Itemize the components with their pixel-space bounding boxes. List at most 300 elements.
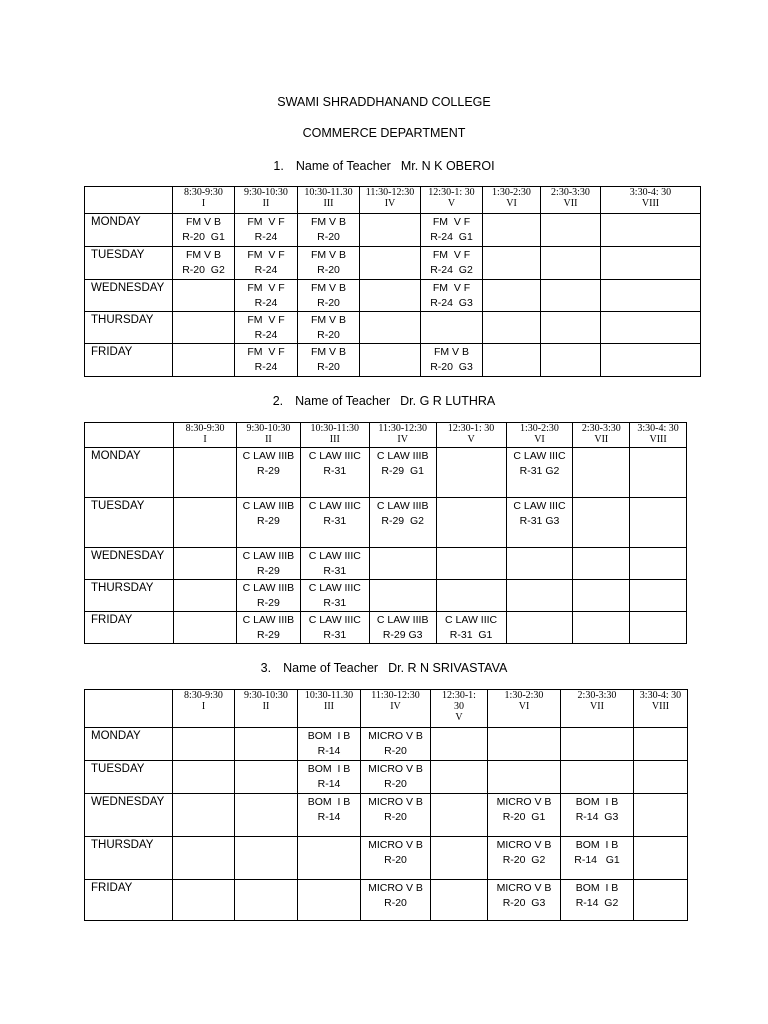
timetable-cell [483,247,541,280]
cell-line: R-29 G2 [381,515,424,527]
timetable-cell [506,498,573,548]
timetable-cell [298,214,360,247]
timetable-cell [634,728,688,761]
cell-line: FM V B [310,282,346,294]
day-label: THURSDAY [85,312,173,344]
timetable-cell [483,312,541,344]
period-header-line: 2:30-3:30 [551,187,590,198]
cell-line: FM V F [432,249,471,261]
timetable-cell [630,580,687,612]
cell-line: BOM I B [307,730,351,742]
timetable-cell [488,794,561,837]
cell-line: FM V F [247,314,285,326]
cell-line: MICRO V B [368,839,423,851]
timetable-cell [573,498,630,548]
period-header-line: 12:30-1: [442,690,476,701]
timetable-cell [573,612,630,644]
period-header-line: 12:30-1: 30 [428,187,475,198]
timetable-cell [431,761,488,794]
timetable-srivastava [84,689,688,921]
timetable-cell [369,498,436,548]
cell-line: R-24 [254,264,278,276]
corner-cell [85,187,173,214]
period-header-line: I [203,434,207,445]
timetable-cell [300,548,369,580]
period-header-line: I [201,198,206,209]
timetable-cell [634,761,688,794]
timetable-cell [361,880,431,921]
table-row [85,880,688,921]
period-header-line: 1:30-2:30 [504,690,544,701]
period-header [235,690,298,728]
cell-line: R-20 [317,297,340,309]
cell-line: MICRO V B [368,730,423,742]
cell-line: C LAW IIIB [242,582,295,594]
timetable-cell [488,880,561,921]
timetable-cell [237,498,301,548]
cell-line: FM V B [185,216,221,228]
period-header-line: III [323,198,334,209]
day-label: FRIDAY [85,344,173,377]
cell-line: R-20 [384,745,407,757]
period-header-line: 3:30-4: 30 [639,690,682,701]
timetable-cell [174,548,237,580]
timetable-cell [483,344,541,377]
timetable-cell [436,448,506,498]
timetable-cell [173,280,235,312]
cell-line: R-24 [254,297,278,309]
table-row [85,580,687,612]
period-header-line: II [265,434,272,445]
timetable-cell [237,548,301,580]
cell-line: C LAW IIIB [376,450,429,462]
period-header-line: 11:30-12:30 [371,690,420,701]
timetable-cell [298,837,361,880]
timetable-cell [436,612,506,644]
timetable-cell [298,280,360,312]
period-header-line: VII [594,434,609,445]
cell-line: R-20 [384,897,407,909]
period-header-line: 3:30-4: 30 [637,423,679,434]
timetable-cell [506,448,573,498]
corner-cell [85,423,174,448]
cell-line: FM V B [310,346,346,358]
cell-line: MICRO V B [496,796,552,808]
cell-line: R-14 [317,778,341,790]
period-header [237,423,301,448]
cell-line: FM V F [247,282,285,294]
timetable-cell [421,247,483,280]
header-row [85,690,688,728]
timetable-cell [573,448,630,498]
cell-line: C LAW IIIB [242,614,295,626]
timetable-cell [561,728,634,761]
timetable-cell [436,498,506,548]
cell-line: C LAW IIIC [445,614,498,626]
cell-line: R-14 [317,811,341,823]
timetable-cell [173,312,235,344]
cell-line: R-31 G3 [519,515,560,527]
period-header [360,187,421,214]
teacher-number: 3. [260,661,272,675]
period-header-line: 9:30-10:30 [244,187,288,198]
timetable-cell [483,280,541,312]
timetable-cell [601,344,701,377]
timetable-cell [173,247,235,280]
period-header [506,423,573,448]
cell-line: BOM I B [575,796,619,808]
timetable-cell [235,761,298,794]
timetable-cell [541,280,601,312]
period-header-line: V [455,712,463,723]
timetable-cell [173,837,235,880]
timetable-cell [561,880,634,921]
timetable-cell [235,794,298,837]
timetable-cell [541,247,601,280]
period-header-line: 1:30-2:30 [520,423,559,434]
day-label: MONDAY [85,728,173,761]
timetable-cell [561,761,634,794]
cell-line: R-29 G3 [382,629,423,641]
timetable-cell [360,247,421,280]
cell-line: R-20 [317,231,340,243]
period-header-line: III [324,701,334,712]
cell-line: MICRO V B [368,882,423,894]
timetable-cell [235,247,298,280]
timetable-cell [506,612,573,644]
timetable-cell [369,580,436,612]
table-row [85,761,688,794]
period-header-line: VIII [649,434,667,445]
period-header-line: 8:30-9:30 [184,690,223,701]
period-header-line: IV [397,434,408,445]
cell-line: R-20 [317,264,340,276]
period-header [174,423,237,448]
period-header-line: VIII [641,198,660,209]
period-header-line: IV [390,701,401,712]
timetable-cell [360,214,421,247]
timetable-cell [298,794,361,837]
cell-line: R-24 [254,361,278,373]
timetable-oberoi [84,186,701,377]
period-header-line: 11:30-12:30 [378,423,427,434]
cell-line: FM V B [310,216,346,228]
cell-line: BOM I B [307,763,351,775]
table-row [85,837,688,880]
period-header-line: VIII [651,701,670,712]
teacher-name: Dr. R N SRIVASTAVA [388,661,508,675]
timetable-cell [173,728,235,761]
timetable-cell [235,214,298,247]
timetable-cell [361,837,431,880]
cell-line: BOM I B [307,796,351,808]
cell-line: C LAW IIIC [513,500,566,512]
timetable-cell [298,728,361,761]
timetable-cell [421,312,483,344]
header-row [85,423,687,448]
day-label: TUESDAY [85,247,173,280]
department-name: COMMERCE DEPARTMENT [302,126,466,140]
table-row [85,344,701,377]
cell-line: FM V F [247,346,285,358]
period-header-line: IV [384,198,396,209]
timetable-cell [601,312,701,344]
timetable-cell [421,344,483,377]
cell-line: R-24 [254,329,278,341]
timetable-cell [421,214,483,247]
period-header-line: V [467,434,475,445]
day-label: WEDNESDAY [85,548,174,580]
timetable-cell [361,728,431,761]
cell-line: R-20 G1 [502,811,546,823]
timetable-cell [541,312,601,344]
timetable-cell [436,580,506,612]
timetable-cell [601,247,701,280]
period-header-line: 30 [454,701,464,712]
cell-line: R-29 [257,465,280,477]
teacher-name: Dr. G R LUTHRA [400,394,496,408]
timetable-luthra [84,422,687,644]
period-header [436,423,506,448]
timetable-cell [235,880,298,921]
timetable-cell [237,448,301,498]
period-header-line: 9:30-10:30 [244,690,288,701]
teacher-label: Name of Teacher [295,394,391,408]
table-row [85,448,687,498]
timetable-cell [630,548,687,580]
cell-line: R-31 [323,465,347,477]
timetable-cell [431,794,488,837]
timetable-cell [235,837,298,880]
timetable-cell [298,880,361,921]
timetable-cell [173,761,235,794]
teacher-number: 1. [273,159,284,173]
timetable-cell [431,837,488,880]
cell-line: FM V B [433,346,469,358]
timetable-cell [630,448,687,498]
cell-line: BOM I B [575,839,619,851]
day-label: MONDAY [85,214,173,247]
cell-line: C LAW IIIC [308,582,361,594]
cell-line: R-29 [257,629,280,641]
timetable-cell [361,761,431,794]
timetable-cell [369,612,436,644]
period-header-line: 2:30-3:30 [581,423,621,434]
timetable-cell [573,548,630,580]
timetable-cell [431,728,488,761]
cell-line: R-20 G2 [182,264,225,276]
cell-line: MICRO V B [496,839,552,851]
cell-line: C LAW IIIB [376,614,429,626]
timetable-cell [298,247,360,280]
period-header [601,187,701,214]
day-label: THURSDAY [85,837,173,880]
cell-line: MICRO V B [368,763,423,775]
cell-line: C LAW IIIC [513,450,566,462]
cell-line: FM V F [247,216,285,228]
timetable-cell [601,214,701,247]
timetable-cell [298,761,361,794]
corner-cell [85,690,173,728]
cell-line: R-20 [317,329,340,341]
timetable-cell [541,214,601,247]
timetable-cell [235,344,298,377]
table-row [85,312,701,344]
period-header [361,690,431,728]
period-header-line: III [329,434,340,445]
cell-line: R-24 G2 [430,264,473,276]
timetable-cell [237,580,301,612]
period-header [173,690,235,728]
day-label: TUESDAY [85,761,173,794]
table-row [85,498,687,548]
cell-line: C LAW IIIC [308,550,361,562]
cell-line: R-20 [317,361,340,373]
period-header-line: VI [506,198,517,209]
timetable-cell [369,448,436,498]
timetable-cell [369,548,436,580]
timetable-cell [300,612,369,644]
timetable-cell [235,312,298,344]
period-header [235,187,298,214]
timetable-cell [361,794,431,837]
cell-line: R-20 G3 [430,361,473,373]
teacher-name: Mr. N K OBEROI [400,159,495,173]
cell-line: R-29 [257,565,280,577]
cell-line: R-29 [257,515,280,527]
timetable-cell [360,280,421,312]
period-header-line: VII [590,701,604,712]
timetable-cell [601,280,701,312]
table-row [85,214,701,247]
period-header [561,690,634,728]
day-label: WEDNESDAY [85,280,173,312]
timetable-cell [300,448,369,498]
period-header-line: 11:30-12:30 [365,187,415,198]
timetable-cell [300,580,369,612]
period-header [630,423,687,448]
day-label: FRIDAY [85,880,173,921]
cell-line: R-31 G1 [449,629,493,641]
timetable-cell [173,344,235,377]
cell-line: R-20 G1 [182,231,225,243]
period-header [298,187,360,214]
cell-line: MICRO V B [496,882,552,894]
table-row [85,728,688,761]
timetable-cell [298,312,360,344]
period-header [573,423,630,448]
cell-line: R-31 G2 [519,465,560,477]
cell-line: R-14 G1 [574,854,620,866]
timetable-cell [630,612,687,644]
cell-line: R-20 [384,778,407,790]
timetable-cell [431,880,488,921]
cell-line: R-24 G3 [430,297,473,309]
period-header [421,187,483,214]
teacher-heading-2 [0,394,768,408]
cell-line: FM V F [247,249,285,261]
cell-line: C LAW IIIB [242,450,295,462]
timetable-cell [173,794,235,837]
timetable-cell [300,498,369,548]
cell-line: R-31 [323,515,347,527]
cell-line: FM V F [432,282,471,294]
cell-line: R-14 [317,745,341,757]
timetable-cell [298,344,360,377]
timetable-cell [573,580,630,612]
cell-line: C LAW IIIC [308,500,361,512]
day-label: FRIDAY [85,612,174,644]
period-header [541,187,601,214]
timetable-cell [174,580,237,612]
period-header [369,423,436,448]
college-name: SWAMI SHRADDHANAND COLLEGE [277,95,491,109]
timetable-cell [237,612,301,644]
timetable-cell [436,548,506,580]
period-header-line: 10:30-11:30 [310,423,360,434]
timetable-cell [360,312,421,344]
table-row [85,247,701,280]
cell-line: R-20 [384,811,407,823]
table-row [85,794,688,837]
table-row [85,548,687,580]
period-header [488,690,561,728]
period-header-line: II [262,198,270,209]
timetable-cell [488,837,561,880]
cell-line: R-31 [323,565,347,577]
cell-line: FM V B [310,314,346,326]
cell-line: R-14 G3 [575,811,619,823]
cell-line: R-20 G2 [502,854,546,866]
teacher-number: 2. [272,394,284,408]
cell-line: FM V F [432,216,471,228]
table-row [85,280,701,312]
teacher-heading-3 [0,661,768,675]
timetable-cell [488,761,561,794]
period-header [300,423,369,448]
timetable-cell [483,214,541,247]
period-header-line: 12:30-1: 30 [447,423,495,434]
period-header-line: 10:30-11.30 [304,690,354,701]
timetable-cell [561,794,634,837]
period-header [483,187,541,214]
timetable-cell [634,794,688,837]
timetable-cell [506,548,573,580]
timetable-cell [634,837,688,880]
timetable-cell [173,880,235,921]
cell-line: R-31 [323,629,347,641]
timetable-cell [174,448,237,498]
timetable-cell [174,498,237,548]
timetable-cell [235,280,298,312]
cell-line: FM V B [185,249,221,261]
period-header-line: V [447,198,456,209]
timetable-cell [561,837,634,880]
teacher-label: Name of Teacher [295,159,391,173]
header-row [85,187,701,214]
day-label: TUESDAY [85,498,174,548]
cell-line: C LAW IIIB [376,500,429,512]
period-header-line: 1:30-2:30 [492,187,531,198]
cell-line: R-24 G1 [430,231,473,243]
cell-line: C LAW IIIB [242,500,295,512]
timetable-cell [506,580,573,612]
period-header-line: 10:30-11.30 [304,187,353,198]
period-header-line: II [262,701,270,712]
day-label: THURSDAY [85,580,174,612]
timetable-cell [634,880,688,921]
teacher-heading-1 [0,159,768,173]
